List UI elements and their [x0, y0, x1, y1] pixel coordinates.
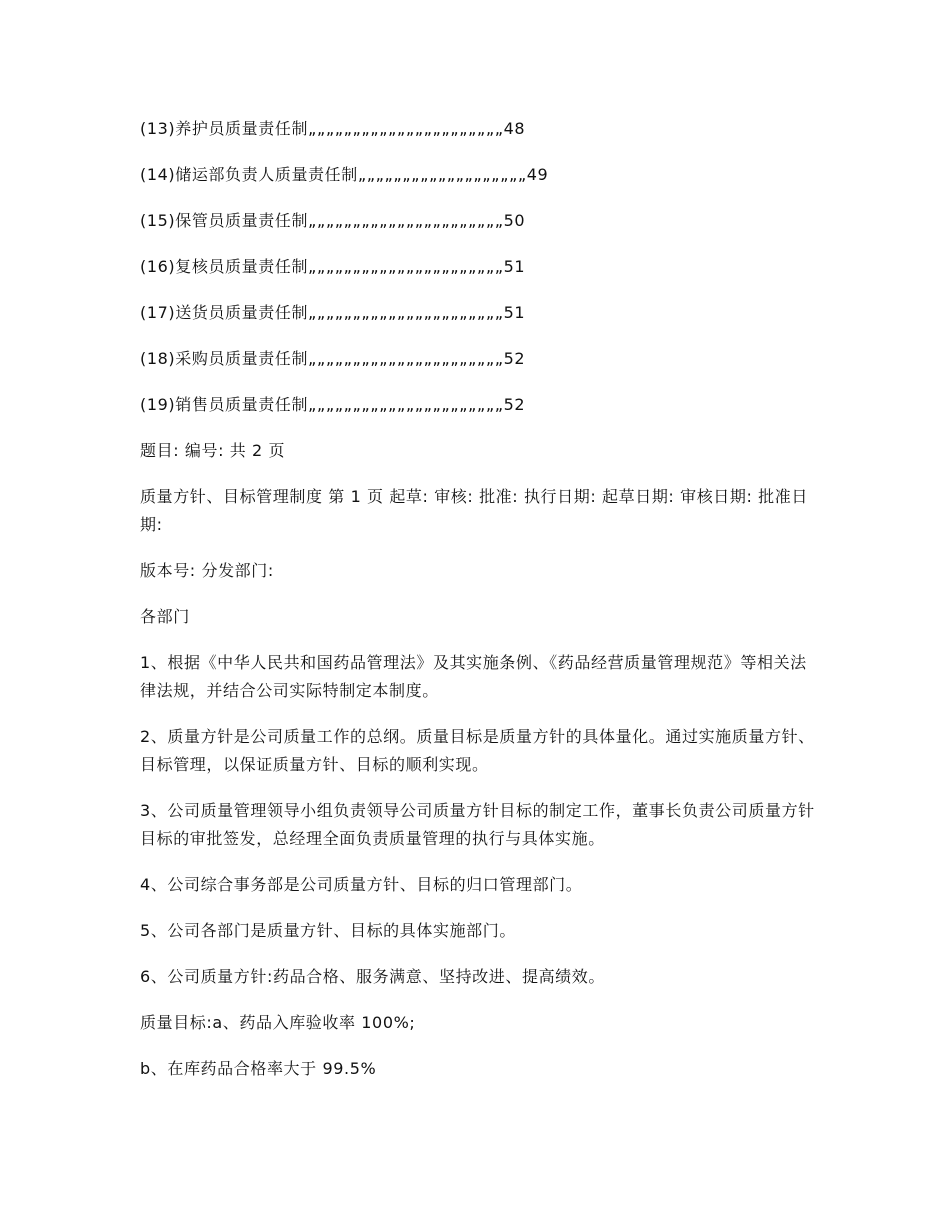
body-paragraph-6: 6、公司质量方针:药品合格、服务满意、坚持改进、提高绩效。: [140, 967, 605, 986]
quality-target-b: b、在库药品合格率大于 99.5%: [140, 1059, 377, 1078]
body-paragraph-1: 1、根据《中华人民共和国药品管理法》及其实施条例、《药品经营质量管理规范》等相关法律法规，并结合公司实际特制定本制度。: [140, 653, 807, 700]
table-of-contents: [140, 115, 820, 419]
toc-entry-14: (14)储运部负责人质量责任制„„„„„„„„„„„„„„„„„„„49: [140, 165, 549, 184]
body-paragraph-3: 3、公司质量管理领导小组负责领导公司质量方针目标的制定工作，董事长负责公司质量方针目标的审批签发，总经理全面负责质量管理的执行与具体实施。: [140, 801, 815, 848]
document-page: [140, 115, 820, 1101]
header-version-line: 版本号: 分发部门:: [140, 561, 274, 580]
toc-entry-13: (13)养护员质量责任制„„„„„„„„„„„„„„„„„„„„„„48: [140, 119, 526, 138]
toc-entry-16: (16)复核员质量责任制„„„„„„„„„„„„„„„„„„„„„„51: [140, 257, 526, 276]
header-meta-line: 质量方针、目标管理制度 第 1 页 起草: 审核: 批准: 执行日期: 起草日期: 审核日期: 批准日期:: [140, 487, 808, 534]
body-paragraph-4: 4、公司综合事务部是公司质量方针、目标的归口管理部门。: [140, 875, 583, 894]
quality-target-a: 质量目标:a、药品入库验收率 100%;: [140, 1013, 416, 1032]
header-title-line: 题目: 编号: 共 2 页: [140, 441, 286, 460]
toc-entry-18: (18)采购员质量责任制„„„„„„„„„„„„„„„„„„„„„„52: [140, 349, 526, 368]
toc-entry-19: (19)销售员质量责任制„„„„„„„„„„„„„„„„„„„„„„52: [140, 395, 526, 414]
header-departments-line: 各部门: [140, 607, 190, 626]
toc-entry-15: (15)保管员质量责任制„„„„„„„„„„„„„„„„„„„„„„50: [140, 211, 526, 230]
body-paragraph-2: 2、质量方针是公司质量工作的总纲。质量目标是质量方针的具体量化。通过实施质量方针、目标管理，以保证质量方针、目标的顺利实现。: [140, 727, 815, 774]
body-paragraph-5: 5、公司各部门是质量方针、目标的具体实施部门。: [140, 921, 516, 940]
toc-entry-17: (17)送货员质量责任制„„„„„„„„„„„„„„„„„„„„„„51: [140, 303, 526, 322]
